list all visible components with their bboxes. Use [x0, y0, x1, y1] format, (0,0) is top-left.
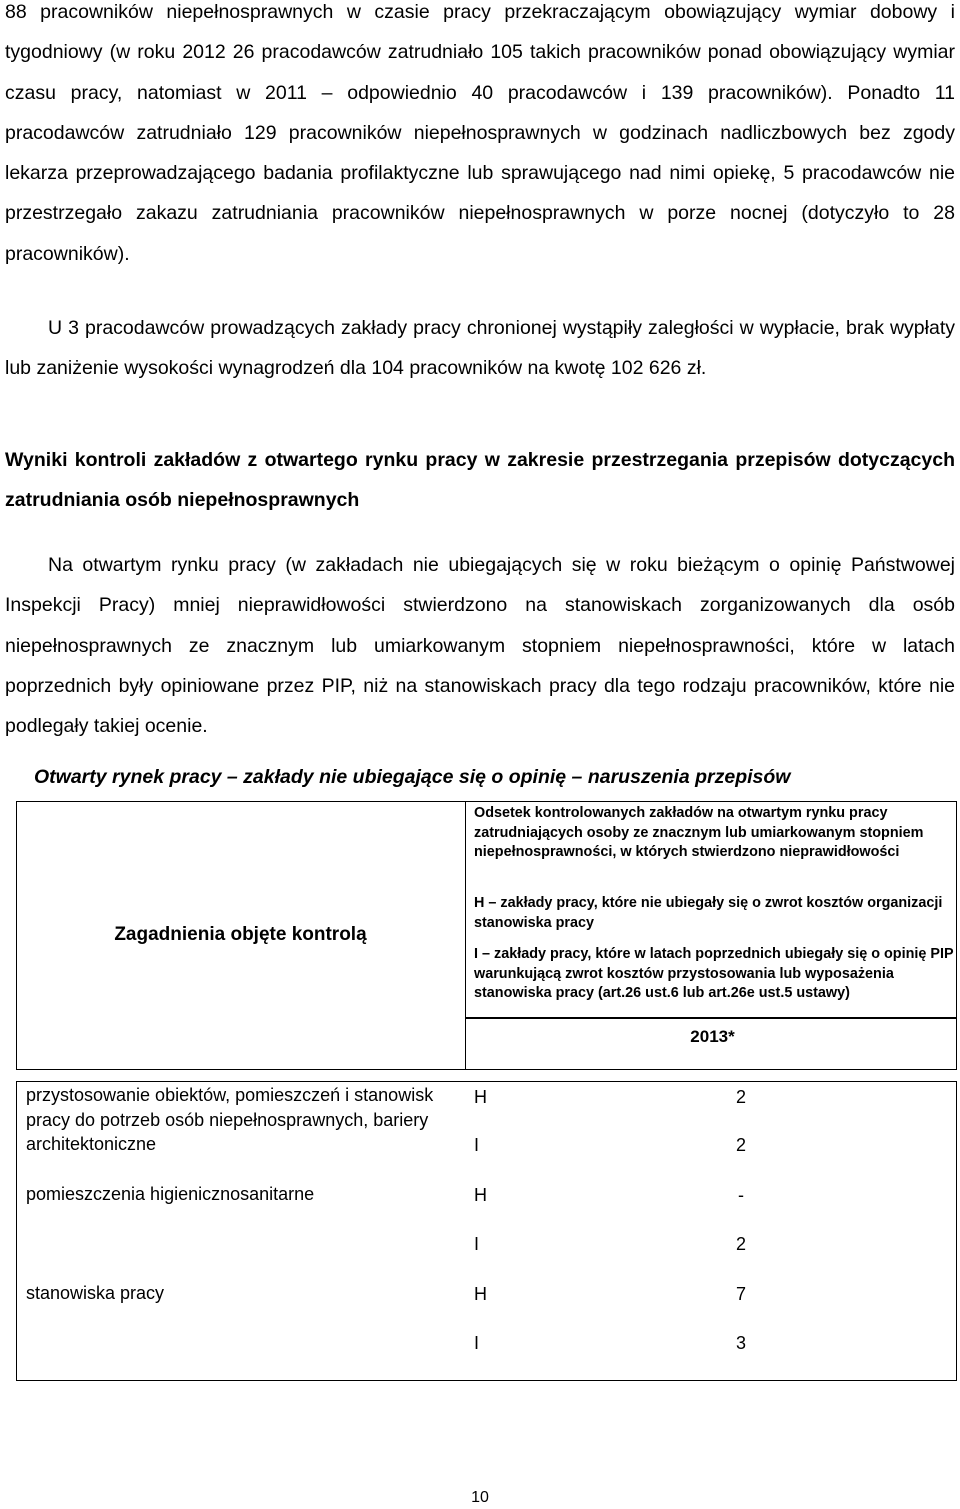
column-header-topics: Zagadnienia objęte kontrolą — [114, 924, 367, 945]
row-i-label: I — [474, 1234, 480, 1254]
table-row-category: przystosowanie obiektów, pomieszczeń i stanowisk pracy do potrzeb osób niepełnosprawnych, bariery architektoniczne — [26, 1085, 434, 1154]
row-h-label: H — [474, 1087, 487, 1107]
page-number: 10 — [471, 1489, 489, 1506]
row-h-value: - — [738, 1185, 744, 1205]
row-i-value: 2 — [735, 1234, 746, 1254]
row-i-value: 3 — [735, 1333, 746, 1353]
column-header-description: Odsetek kontrolowanych zakładów na otwartym rynku pracy zatrudniających osoby ze znacznym lub umiarkowanym stopniem niepełnosprawności, w których stwierdzono nieprawidłowości — [474, 805, 924, 861]
violations-table — [16, 801, 957, 1381]
legend-i: I – zakłady pracy, które w latach poprzednich ubiegały się o opinię PIP warunkującą zwrot kosztów przystosowania lub wyposażenia stanowiska pracy (art.26 ust.6 lub art.26e ust.5 ustawy) — [474, 946, 954, 1002]
row-h-label: H — [474, 1284, 487, 1304]
section-heading: Wyniki kontroli zakładów z otwartego rynku pracy w zakresie przestrzegania przepisów dotyczących zatrudniania osób niepełnosprawnych — [5, 449, 955, 511]
table-row-category: pomieszczenia higienicznosanitarne — [26, 1184, 315, 1204]
legend-h: H – zakłady pracy, które nie ubiegały się o zwrot kosztów organizacji stanowiska pracy — [474, 895, 943, 931]
paragraph-overtime-violations: 88 pracowników niepełnosprawnych w czasie pracy przekraczającym obowiązujący wymiar dobowy i tygodniowy (w roku 2012 26 pracodawców zatrudniało 105 takich pracowników ponad obowiązujący wymiar czasu pracy, natomiast w 2011 – odpowiednio 40 pracodawców i 139 pracowników). Ponadto 11 pracodawców zatrudniało 129 pracowników niepełnosprawnych w godzinach nadliczbowych bez zgody lekarza przeprowadzającego badania profilaktyczne lub sprawującego nad nimi opiekę, 5 pracodawców nie przestrzegało zakazu zatrudniania pracowników niepełnosprawnych w porze nocnej (dotyczyło to 28 pracowników). — [5, 1, 955, 265]
row-h-label: H — [474, 1185, 487, 1205]
row-i-label: I — [474, 1333, 480, 1353]
table-title: Otwarty rynek pracy – zakłady nie ubiegające się o opinię – naruszenia przepisów — [34, 766, 791, 788]
paragraph-wage-arrears: U 3 pracodawców prowadzących zakłady pracy chronionej wystąpiły zaległości w wypłacie, brak wypłaty lub zaniżenie wysokości wynagrodzeń dla 104 pracowników na kwotę 102 626 zł. — [5, 317, 955, 380]
year-header: 2013* — [690, 1027, 735, 1046]
row-i-value: 2 — [735, 1135, 746, 1155]
table-row-category: stanowiska pracy — [26, 1283, 165, 1303]
row-h-value: 7 — [735, 1284, 746, 1304]
row-h-value: 2 — [735, 1087, 746, 1107]
row-i-label: I — [474, 1135, 480, 1155]
paragraph-open-market: Na otwartym rynku pracy (w zakładach nie ubiegających się w roku bieżącym o opinię Państwowej Inspekcji Pracy) mniej nieprawidłowości stwierdzono na stanowiskach zorganizowanych dla osób niepełnosprawnych ze znacznym lub umiarkowanym stopniem niepełnosprawności, które w latach poprzednich były opiniowane przez PIP, niż na stanowiskach pracy dla tego rodzaju pracowników, które nie podlegały takiej ocenie. — [5, 554, 955, 738]
